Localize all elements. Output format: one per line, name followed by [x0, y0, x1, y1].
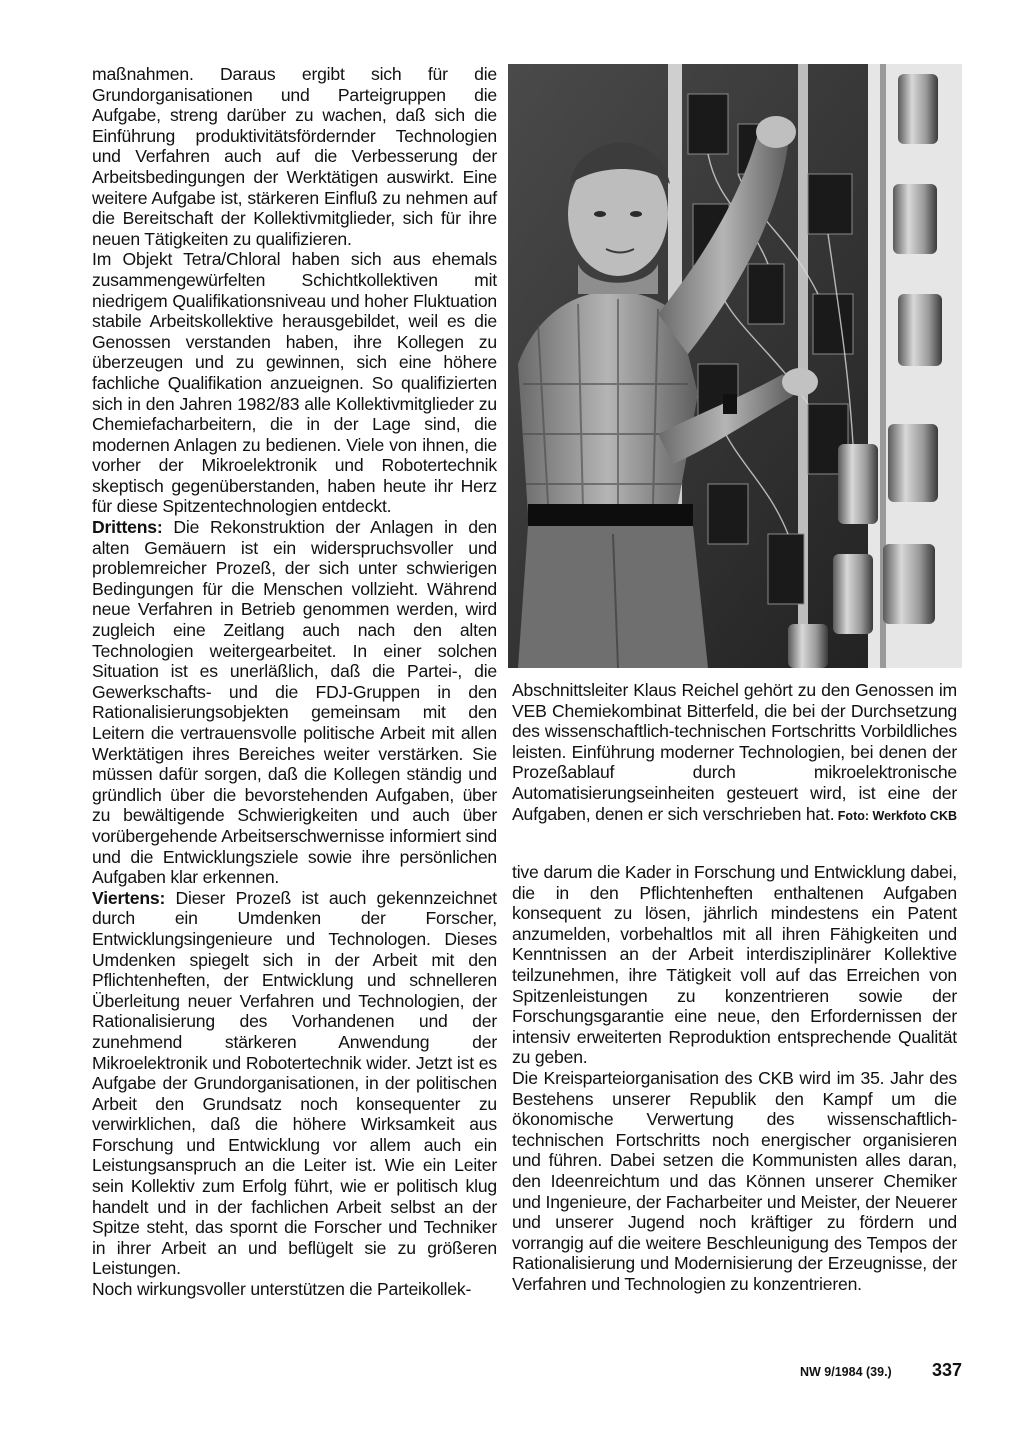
right-column: [512, 862, 957, 1294]
photo-illustration: [508, 64, 962, 668]
caption-body: Abschnittsleiter Klaus Reichel gehört zu den Genossen im VEB Chemiekombinat Bitterfeld, die bei der Durchsetzung des wissenschaftlich-technischen Fortschritts Vorbildliches leisten. Einführung moderner Technologien, bei denen der Prozeßablauf durch mikroelektronische Automatisierungseinheiten gesteuert wird, ist eine der Aufgaben, denen er sich verschrieben hat.: [512, 680, 957, 824]
photo-caption: [512, 680, 957, 826]
paragraph-lead: Viertens:: [92, 887, 166, 908]
article-photo: [508, 64, 962, 668]
paragraph: [92, 517, 497, 888]
issue-label: NW 9/1984 (39.): [800, 1365, 892, 1379]
page-footer: [800, 1360, 962, 1384]
paragraph: Noch wirkungsvoller unterstützen die Parteikollek-: [92, 1279, 472, 1300]
paragraph-lead: Drittens:: [92, 517, 163, 538]
paragraph: Die Kreisparteiorganisation des CKB wird im 35. Jahr des Bestehens unserer Republik den Kampf um die ökonomische Verwertung des wissenschaftlich-technischen Fortschritts noch energischer organisieren und führen. Dabei setzen die Kommunisten alles daran, den Ideenreichtum und das Können unserer Chemiker und Ingenieure, der Facharbeiter und Meister, der Neuerer und unserer Jugend noch kräftiger zu fördern und vorrangig auf die weitere Beschleunigung des Tempos der Rationalisierung und Modernisierung der Erzeugnisse, der Verfahren und Technologien zu konzentrieren.: [512, 1067, 957, 1294]
photo-credit: Foto: Werkfoto CKB: [837, 808, 957, 823]
paragraph: Im Objekt Tetra/Chloral haben sich aus ehemals zusammengewürfelten Schichtkollektiven mit niedrigem Qualifikationsniveau und hoher Fluktuation stabile Arbeitskollektive herausgebildet, weil es die Genossen verstanden haben, ihre Kollegen zu überzeugen und zu gewinnen, sich eine höhere fachliche Qualifikation anzueignen. So qualifizierten sich in den Jahren 1982/83 alle Kollektivmitglieder zu Chemiefacharbeitern, die in der Lage sind, die modernen Anlagen zu bedienen. Viele von ihnen, die vorher der Mikroelektronik und Robotertechnik skeptisch gegenüberstanden, haben heute ihr Herz für diese Spitzentechnologien entdeckt.: [92, 249, 497, 517]
paragraph: maßnahmen. Daraus ergibt sich für die Grundorganisationen und Parteigruppen die Aufgabe, streng darüber zu wachen, daß sich die Einführung produktivitätsfördernder Technologien und Verfahren auch auf die Verbesserung der Arbeitsbedingungen der Werktätigen auswirkt. Eine weitere Aufgabe ist, stärkeren Einfluß zu nehmen auf die Bereitschaft der Kollektivmitglieder, sich für ihre neuen Tätigkeiten zu qualifizieren.: [92, 64, 497, 249]
caption-text: [512, 680, 957, 824]
paragraph-body: Die Rekonstruktion der Anlagen in den alten Gemäuern ist ein widerspruchsvoller und problemreicher Prozeß, der sich unter schwierigen Bedingungen für die Menschen vollzieht. Während neue Verfahren in Betrieb genommen werden, wird zugleich eine Zeitlang auch nach den alten Technologien weitergearbeitet. In einer solchen Situation ist es unerläßlich, daß die Partei-, die Gewerkschafts- und die FDJ-Gruppen in den Rationalisierungsobjekten gemeinsam mit den Leitern die vertrauensvolle politische Arbeit mit allen Werktätigen ihres Bereiches weiter verstärken. Sie müssen dafür sorgen, daß die Kollegen ständig und gründlich über die bevorstehenden Aufgaben, über zu bewältigende Schwierigkeiten und auch über vorübergehende Arbeitserschwernisse informiert sind und die Entwicklungsziele sowie ihre persönlichen Aufgaben klar erkennen.: [92, 517, 497, 888]
paragraph-body: Dieser Prozeß ist auch gekennzeichnet durch ein Umdenken der Forscher, Entwicklungsingenieure und Technologen. Dieses Umdenken spiegelt sich in der Arbeit mit den Pflichtenheften, der Entwicklung und schnelleren Überleitung neuer Verfahren und Technologien, der Rationalisierung des Vorhandenen und der zunehmend stärkeren Anwendung der Mikroelektronik und Robotertechnik wider. Jetzt ist es Aufgabe der Grundorganisationen, in der politischen Arbeit den Grundsatz noch konsequenter zu verwirklichen, daß die höhere Wirksamkeit aus Forschung und Entwicklung vor allem auch ein Leistungsanspruch an die Leiter ist. Wie ein Leiter sein Kollektiv zum Erfolg führt, wie er politisch klug handelt und in der fachlichen Arbeit selbst an der Spitze steht, das spornt die Forscher und Techniker in ihrer Arbeit an und beflügelt sie zu größeren Leistungen.: [92, 887, 497, 1279]
paragraph: [92, 888, 497, 1279]
page-number: 337: [931, 1360, 962, 1380]
paragraph: tive darum die Kader in Forschung und Entwicklung dabei, die in den Pflichtenheften enthaltenen Aufgaben konsequent zu lösen, jährlich mindestens ein Patent anzumelden, vorbehaltlos mit all ihren Fähigkeiten und Kenntnissen an der Arbeit interdisziplinärer Kollektive teilzunehmen, ihre Tätigkeit voll auf das Erreichen von Spitzenleistungen zu konzentrieren sowie der Forschungsgarantie eine neue, den Erfordernissen der intensiv erweiterten Reproduktion entsprechende Qualität zu geben.: [512, 862, 957, 1068]
left-column: [92, 64, 497, 1300]
